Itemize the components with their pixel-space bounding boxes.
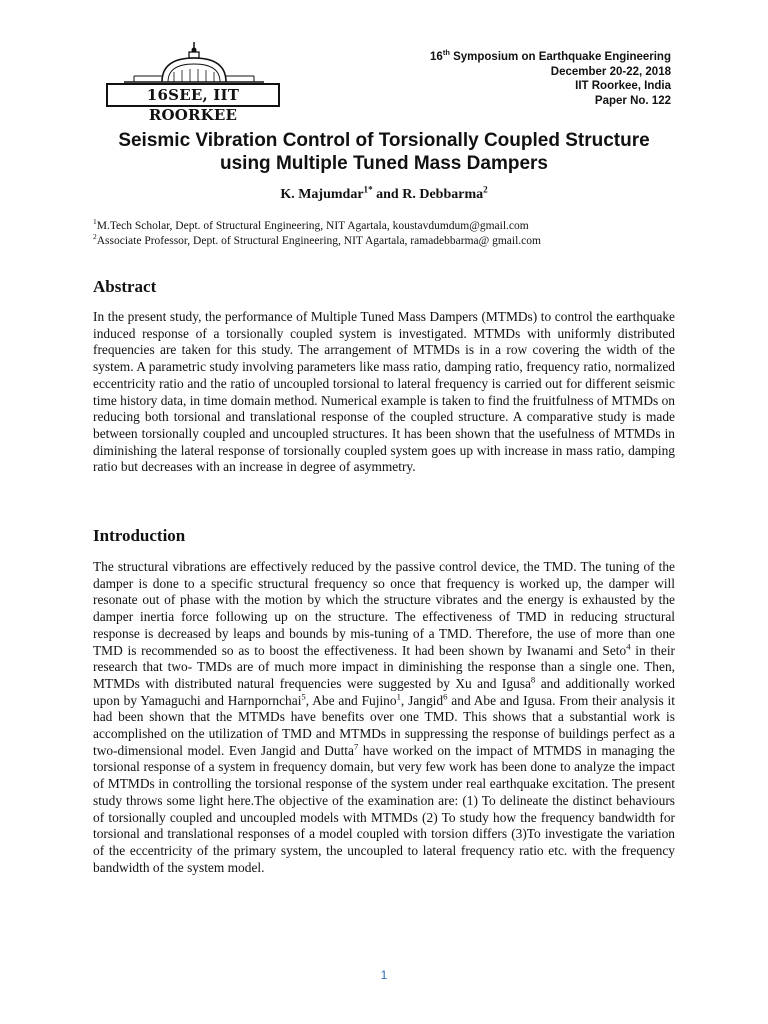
affiliations	[93, 219, 541, 249]
paper-title: Seismic Vibration Control of Torsionally Coupled Structure using Multiple Tuned Mass Dampers	[118, 130, 650, 174]
authors: K. Majumdar$^{1*}$ and R. Debbarma$^2$	[280, 184, 488, 202]
dome-icon	[104, 40, 284, 86]
conference-location: IIT Roorkee, India	[575, 80, 671, 92]
page-number: 1	[380, 968, 388, 982]
conference-logo	[104, 40, 284, 124]
paper-number: Paper No. 122	[594, 94, 671, 107]
introduction-text: The structural vibrations are effectively reduced by the passive control device, the TMD. The tuning of the damper is done to a specific structural frequency so once that frequency is worked up, the damper will resonate out of phase with the motion by which the structure vibrates and the energy is exhausted by the damper inertia force following up on the structure. The effectiveness of TMD in reducing structural response is decreased by leaps and bounds by mis-tuning of a TMD. Therefore, the use of more than one TMD is recommended so as to boost the effectiveness. It had been shown by Iwanami and Seto$^4$ in their research that two- TMDs are of much more impact in diminishing the response than a single one. Then, MTMDs with distributed natural frequencies were suggested by Xu and Igusa$^8$ and additionally worked upon by Yamaguchi and Harnpornchai$^5$, Abe and Fujino$^1$, Jangid$^6$ and Abe and Igusa. From their analysis it had been shown that the MTMDs have benefits over one TMD. This shows that a substantial work is accomplished on the utilization of TMD and MTMDs in suppressing the response of buildings perfect as a two-dimensional model. Even Jangid and Dutta$^7$ have worked on the impact of MTMDS in managing the torsional response of a system in frequency domain, but very few work has been done to analyze the impact of MTMDs in controlling the torsional response of the system under real earthquake excitation. The present study throws some light here.The objective of the examination are: (1) To delineate the distinct behaviours of torsionally coupled and uncoupled models with MTMDs (2) To study how the frequency bandwidth for torsional and translational responses of a model coupled with torsion differs (3)To investigate the variation of the eccentricity of the primary system, the uncoupled to lateral frequency ratio etc. with the frequency bandwidth of the system model.	[93, 559, 675, 875]
conference-dates: December 20-22, 2018	[550, 65, 671, 78]
abstract-heading: Abstract	[93, 277, 157, 296]
conference-info	[430, 50, 671, 108]
abstract-text: In the present study, the performance of Multiple Tuned Mass Dampers (MTMDs) to control the earthquake induced response of a torsionally coupled system is investigated. MTMDs with uniformly distributed frequencies are taken for this study. The arrangement of MTMDs is in a row covering the width of the system. A parametric study involving parameters like mass ratio, damping ratio, frequency ratio, normalized eccentricity ratio and the ratio of uncoupled torsional to lateral frequency is carried out for different seismic time history data, in time domain method. Numerical example is taken to find the fruitfulness of MTMDs on reducing both torsional and translational response of the coupled structure. A comparative study is made between torsionally coupled and uncoupled structures. It has been shown that the usefulness of MTMDs in diminishing the lateral response of torsionally coupled system goes up with increase in mass ratio, damping ratio but decreases with an increase in degree of asymmetry.	[93, 309, 676, 475]
conference-name: 16th Symposium on Earthquake Engineering	[430, 48, 671, 63]
affiliation-2: $^2$Associate Professor, Dept. of Structural Engineering, NIT Agartala, ramadebbarma@ gmail.com	[93, 232, 541, 247]
introduction-heading: Introduction	[93, 526, 186, 545]
affiliation-1: $^1$M.Tech Scholar, Dept. of Structural Engineering, NIT Agartala, koustavdumdum@gmail.com	[93, 217, 529, 232]
logo-text: 16SEE, IIT ROORKEE	[106, 83, 280, 107]
